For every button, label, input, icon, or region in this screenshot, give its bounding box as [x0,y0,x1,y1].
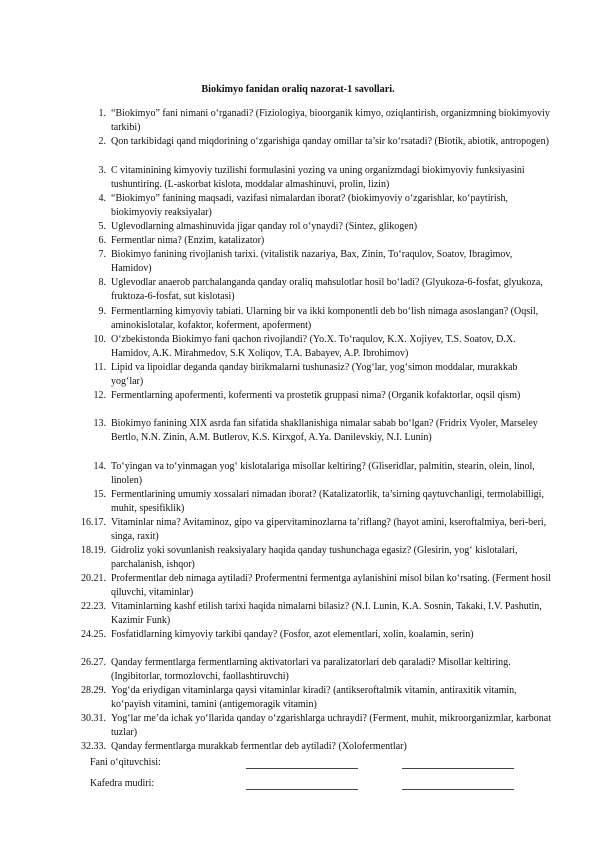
question-text: Fosfatidlarning kimyoviy tarkibi qanday? (Fosfor, azot elementlari, xolin, koalamin, serin) [111,629,474,640]
question-number: 3. [98,165,106,176]
question-text: Vitaminlarning kashf etilish tarixi haqida nimalarni bilasiz? (N.I. Lunin, K.A. Sosnin, Takaki, I.V. Pashutin, Kazimir Funk) [111,601,542,627]
head-name-line [402,789,514,790]
question-number: 4. [98,193,106,204]
question-number: 9. [98,306,106,317]
question-text: Biokimyo fanining XIX asrda fan sifatida shakllanishiga nimalar sabab bo‘lgan? (Fridrix Vyoler, Marseley Bertlo, N.N. Zinin, A.M. Butlerov, K.S. Kirxgof, A.Ya. Danilevskiy, N.I. Lunin) [111,418,538,444]
question-text: Fermentlarning kimyoviy tabiati. Ularning bir va ikki komponentli deb bo‘lish nimaga asoslangan? (Oqsil, aminokislotalar, kofaktor, koferment, apoferment) [111,306,539,332]
head-signature-line [246,789,358,790]
question-number: 22.23. [81,601,106,612]
question-number: 2. [98,136,106,147]
question-number: 12. [93,390,106,401]
question-text: Qon tarkibidagi qand miqdorining o‘zgarishiga qanday omillar ta’sir ko‘rsatadi? (Biotik, abiotik, antropogen) [111,136,549,147]
question-text: Uglevodlarning almashinuvida jigar qanday rol o‘ynaydi? (Sintez, glikogen) [111,221,418,232]
question-text: “Biokimyo” fanining maqsadi, vazifasi nimalardan iborat? (biokimyoviy o‘zgarishlar, ko‘paytirish, biokimyoviy reaksiyalar) [111,193,508,219]
question-text: Fermentlar nima? (Enzim, katalizator) [111,235,265,246]
page-title: Biokimyo fanidan oraliq nazorat-1 savollari. [201,84,395,95]
question-number: 13. [93,418,106,429]
question-number: 28.29. [81,685,106,696]
head-signature-label: Kafedra mudiri: [90,778,155,789]
question-number: 26.27. [81,657,106,668]
question-text: Yog‘da eriydigan vitaminlarga qaysi vitaminlar kiradi? (antikseroftalmik vitamin, antiraxitik vitamin, ko‘payish vitamini, tamini (antigemoragik vitamin) [111,685,517,711]
teacher-signature-line [246,768,358,769]
question-number: 11. [93,362,106,373]
question-text: Lipid va lipoidlar deganda qanday birikmalarni tushunasiz? (Yog‘lar, yog‘simon moddalar, murakkab yog‘lar) [111,362,518,388]
question-text: Fermentlarining umumiy xossalari nimadan iborat? (Katalizatorlik, ta’sirning qaytuvchanligi, termolabilligi, muhit, spesifiklik) [111,489,544,515]
question-text: Fermentlarning apofermenti, kofermenti va prostetik gruppasi nima? (Organik kofaktorlar, oqsil qism) [111,390,521,401]
question-text: To‘yingan va to‘yinmagan yog‘ kislotalariga misollar keltiring? (Gliseridlar, palmitin, stearin, olein, linol, linolen) [111,461,535,487]
question-number: 16.17. [81,517,106,528]
question-number: 20.21. [81,573,106,584]
question-number: 30.31. [81,713,106,724]
question-text: Profermentlar deb nimaga aytiladi? Profermentni fermentga aylanishini misol bilan ko‘rsating. (Ferment hosil qiluvchi, vitaminlar) [111,573,551,599]
question-number: 14. [93,461,106,472]
question-number: 8. [98,277,106,288]
question-text: “Biokimyo” fani nimani o‘rganadi? (Fiziologiya, bioorganik kimyo, oziqlantirish, organizmning biokimyoviy tarkibi) [111,108,550,134]
question-number: 15. [93,489,106,500]
teacher-signature-label: Fani o‘qituvchisi: [90,757,161,768]
question-number: 7. [98,249,106,260]
teacher-name-line [402,768,514,769]
question-number: 24.25. [81,629,106,640]
question-text: C vitaminining kimyoviy tuzilishi formulasini yozing va uning organizmdagi biokimyoviy funksiyasini tushuntiring. (L-askorbat kislota, moddalar almashinuvi, prolin, lizin) [111,165,525,191]
question-number: 1. [98,108,106,119]
question-text: Qanday fermentlarga fermentlarning aktivatorlari va paralizatorlari deb qaraladi? Misollar keltiring. (Ingibitorlar, tormozlovchi, faollashtiruvchi) [111,657,511,683]
question-text: Gidroliz yoki sovunlanish reaksiyalary haqida qanday tushunchaga egasiz? (Glesirin, yog‘ kislotalari, parchalanish, ishqor) [111,545,518,571]
question-text: Vitaminlar nima? Avitaminoz, gipo va gipervitaminozlarna ta’riflang? (hayot amini, kseroftalmiya, beri-beri, singa, raxit) [111,517,547,543]
question-number: 18.19. [81,545,106,556]
question-number: 5. [98,221,106,232]
question-text: Uglevodlar anaerob parchalanganda qanday oraliq mahsulotlar hosil bo‘ladi? (Glyukoza-6-fosfat, glyukoza, fruktoza-6-fosfat, sut kislotasi) [111,277,543,303]
question-text: Yog‘lar me’da ichak yo‘llarida qanday o‘zgarishlarga uchraydi? (Ferment, muhit, mikroorganizmlar, karbonat tuzlar) [111,713,552,739]
question-text: Qanday fermentlarga murakkab fermentlar deb aytiladi? (Xolofermentlar) [111,741,407,752]
question-number: 32.33. [81,741,106,752]
question-number: 6. [98,235,106,246]
question-number: 10. [93,334,106,345]
question-text: O‘zbekistonda Biokimyo fani qachon rivojlandi? (Yo.X. To‘raqulov, K.X. Xojiyev, T.S. Soatov, D.X. Hamidov, A.K. Mirahmedov, S.K Xoliqov, T.A. Babayev, A.P. Ibrohimov) [111,334,516,360]
question-text: Biokimyo fanining rivojlanish tarixi. (vitalistik nazariya, Bax, Zinin, To‘raqulov, Soatov, Ibragimov, Hamidov) [111,249,513,275]
